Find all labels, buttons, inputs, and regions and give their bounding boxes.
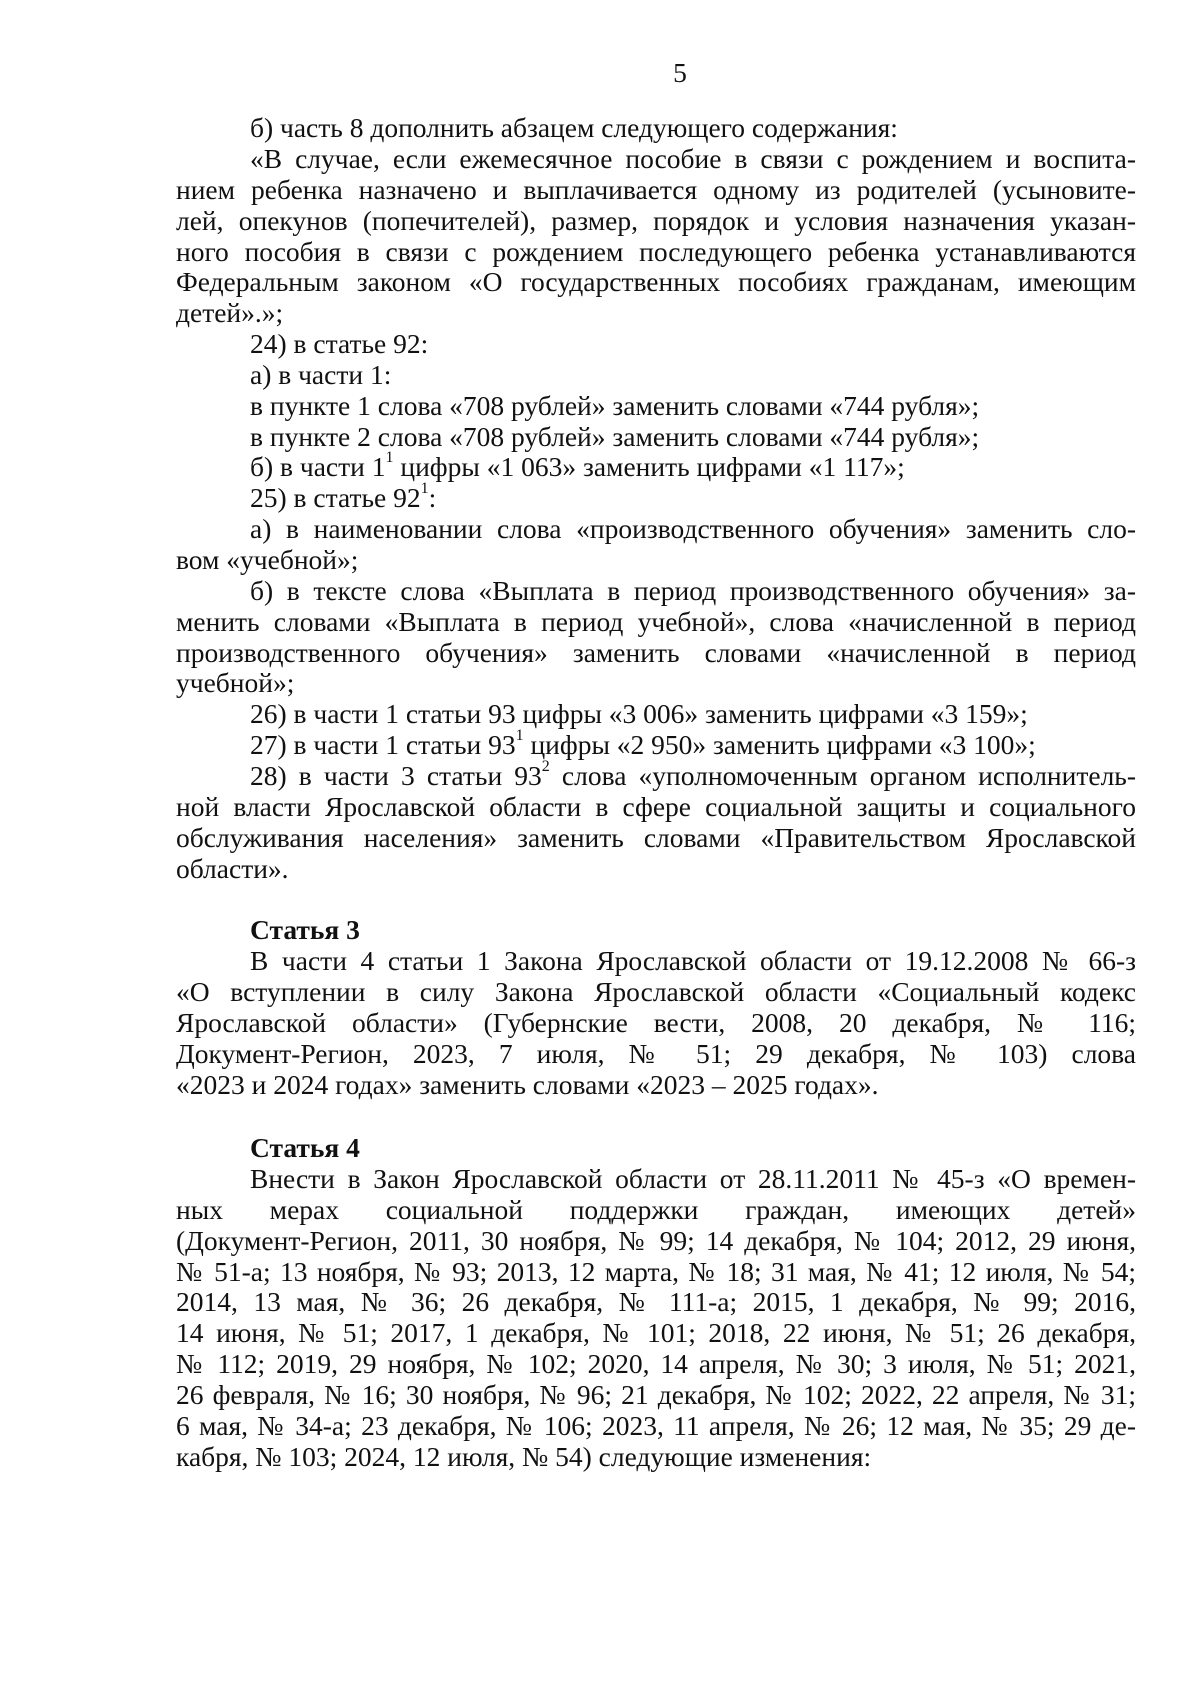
text-line: производственного обучения» заменить словами «начисленной в период	[176, 637, 1136, 668]
text-line	[250, 757, 1136, 792]
text-line: лей, опекунов (попечителей), размер, порядок и условия назначения указан-	[176, 205, 1136, 236]
text-line: кабря, № 103; 2024, 12 июля, № 54) следующие изменения:	[176, 1441, 872, 1472]
text-segment: 28) в части 3 статьи 93	[250, 760, 542, 791]
superscript: 1	[515, 726, 524, 744]
superscript: 1	[385, 448, 394, 466]
text-line: Документ-Регион, 2023, 7 июля, № 51; 29 декабря, № 103) слова	[176, 1038, 1136, 1069]
text-line: «В случае, если ежемесячное пособие в связи с рождением и воспита-	[250, 143, 1136, 174]
text-line: «2023 и 2024 годах» заменить словами «2023 – 2025 годах».	[176, 1069, 879, 1100]
text-line: (Документ-Регион, 2011, 30 ноября, № 99; 14 декабря, № 104; 2012, 29 июня,	[176, 1225, 1136, 1256]
text-line: «О вступлении в силу Закона Ярославской области «Социальный кодекс	[176, 976, 1136, 1007]
text-line: менить словами «Выплата в период учебной», слова «начисленной в период	[176, 606, 1136, 637]
text-line: а) в наименовании слова «производственного обучения» заменить сло-	[250, 513, 1136, 544]
text-line: обслуживания населения» заменить словами «Правительством Ярославской	[176, 822, 1136, 853]
text-line: б) часть 8 дополнить абзацем следующего содержания:	[250, 112, 898, 143]
text-line: учебной»;	[176, 667, 295, 698]
text-segment: :	[428, 482, 437, 513]
text-line	[250, 726, 1136, 761]
text-segment: цифры «1 063» заменить цифрами «1 117»;	[393, 451, 905, 482]
text-line: 26 февраля, № 16; 30 ноября, № 96; 21 декабря, № 102; 2022, 22 апреля, № 31;	[176, 1379, 1136, 1410]
text-segment: цифры «2 950» заменить цифрами «3 100»;	[523, 729, 1036, 760]
text-segment: 27) в части 1 статьи 93	[250, 729, 516, 760]
text-line: в пункте 1 слова «708 рублей» заменить словами «744 рубля»;	[250, 390, 980, 421]
text-line: № 51-а; 13 ноября, № 93; 2013, 12 марта, № 18; 31 мая, № 41; 12 июля, № 54;	[176, 1256, 1136, 1287]
text-line: б) в тексте слова «Выплата в период производственного обучения» за-	[250, 575, 1136, 606]
text-line: области».	[176, 853, 289, 884]
text-line: Федеральным законом «О государственных пособиях гражданам, имеющим	[176, 266, 1136, 297]
text-line	[250, 479, 1136, 514]
text-line: ного пособия в связи с рождением последующего ребенка устанавливаются	[176, 236, 1136, 267]
page-number: 5	[673, 57, 687, 88]
text-line: а) в части 1:	[250, 359, 392, 390]
text-line: Ярославской области» (Губернские вести, 2008, 20 декабря, № 116;	[176, 1007, 1136, 1038]
article-heading: Статья 3	[250, 914, 360, 945]
text-line: 24) в статье 92:	[250, 328, 429, 359]
text-segment: слова «уполномоченным органом исполнитель-	[549, 760, 1136, 791]
text-line: в пункте 2 слова «708 рублей» заменить словами «744 рубля»;	[250, 421, 980, 452]
text-line: Внести в Закон Ярославской области от 28.11.2011 № 45-з «О времен-	[250, 1163, 1136, 1194]
article-heading: Статья 4	[250, 1132, 360, 1163]
text-line: 14 июня, № 51; 2017, 1 декабря, № 101; 2018, 22 июня, № 51; 26 декабря,	[176, 1317, 1136, 1348]
text-segment: 25) в статье 92	[250, 482, 421, 513]
text-line: № 112; 2019, 29 ноября, № 102; 2020, 14 апреля, № 30; 3 июля, № 51; 2021,	[176, 1348, 1136, 1379]
text-line: В части 4 статьи 1 Закона Ярославской области от 19.12.2008 № 66-з	[250, 945, 1136, 976]
text-line: 6 мая, № 34-а; 23 декабря, № 106; 2023, 11 апреля, № 26; 12 мая, № 35; 29 де-	[176, 1410, 1136, 1441]
text-line: ной власти Ярославской области в сфере социальной защиты и социального	[176, 791, 1136, 822]
text-line: 26) в части 1 статьи 93 цифры «3 006» заменить цифрами «3 159»;	[250, 698, 1028, 729]
superscript: 2	[541, 757, 550, 775]
text-line: ных мерах социальной поддержки граждан, имеющих детей»	[176, 1194, 1136, 1225]
text-line: вом «учебной»;	[176, 544, 359, 575]
text-line: нием ребенка назначено и выплачивается одному из родителей (усыновите-	[176, 174, 1136, 205]
text-line: детей».»;	[176, 297, 284, 328]
text-segment: б) в части 1	[250, 451, 386, 482]
text-line	[250, 448, 1136, 483]
text-line: 2014, 13 мая, № 36; 26 декабря, № 111-а; 2015, 1 декабря, № 99; 2016,	[176, 1286, 1136, 1317]
superscript: 1	[420, 479, 429, 497]
